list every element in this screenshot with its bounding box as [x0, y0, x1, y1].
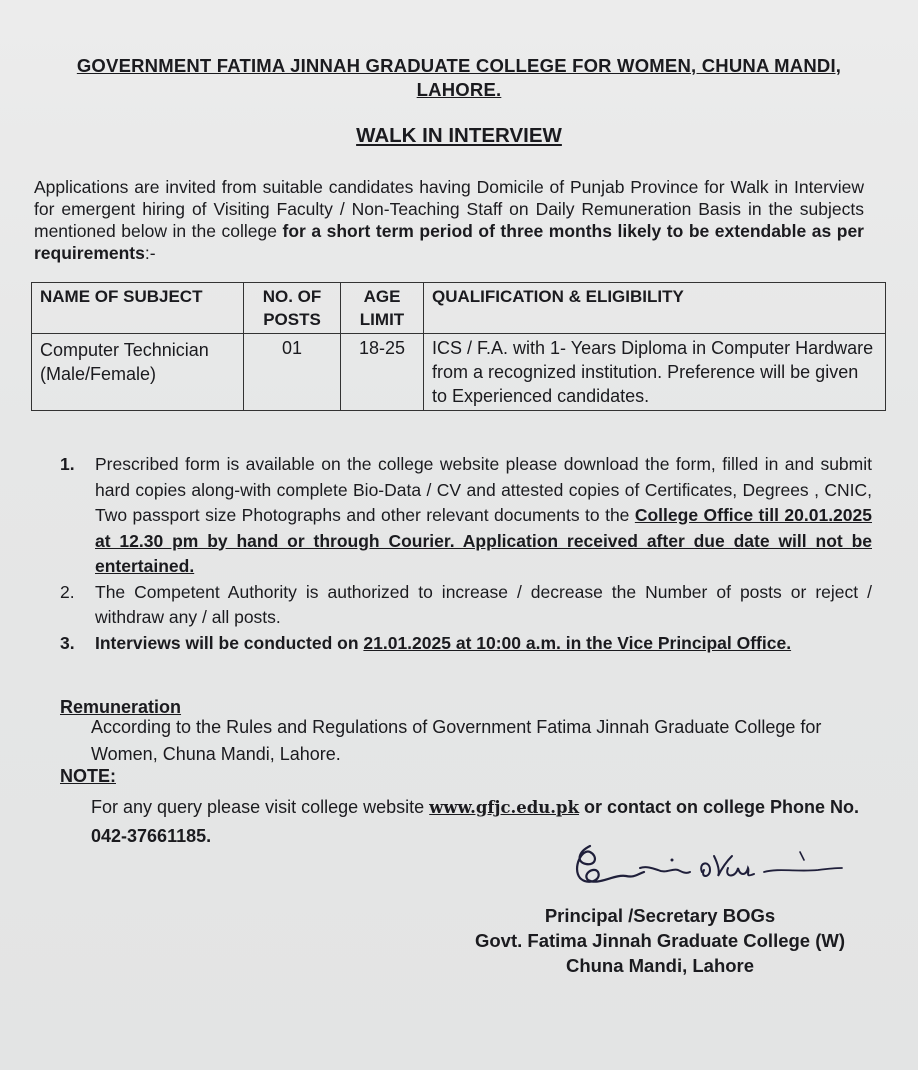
website-link[interactable]: www.gfjc.edu.pk [429, 798, 580, 817]
phone-number: 042-37661185. [91, 826, 212, 846]
signatory-college: Govt. Fatima Jinnah Graduate College (W) [474, 930, 846, 951]
header-qualification: QUALIFICATION & ELIGIBILITY [424, 283, 886, 334]
list-item [60, 452, 872, 580]
item-text: Prescribed form is available on the college website please download the form, filled in and submit hard copies along-with complete Bio-Data / CV and attested copies of Certificates, Degrees , CNIC, Two passport size Photographs and other relevant documents to the [95, 454, 872, 525]
item-number: 3. [60, 632, 75, 653]
signatory-title: Principal /Secretary BOGs [544, 905, 776, 926]
header-posts: NO. OF POSTS [244, 283, 341, 334]
college-heading: GOVERNMENT FATIMA JINNAH GRADUATE COLLEGE FOR WOMEN, CHUNA MANDI, LAHORE. [76, 55, 842, 100]
header-subject: NAME OF SUBJECT [32, 283, 244, 334]
signatory-block [430, 903, 890, 978]
table-row [32, 334, 886, 411]
intro-text: Applications are invited from suitable candidates having Domicile of Punjab Province for Walk in Interview for emergent hiring of Visiting Faculty / Non-Teaching Staff on Daily Remuneration Basis in the subjects mentioned below in the college [34, 177, 864, 241]
note-text-middle: or contact on college Phone No. [579, 797, 860, 817]
item-number: 1. [60, 454, 75, 474]
header-age: AGE LIMIT [341, 283, 424, 334]
intro-bold-text: for a short term period of three months likely to be extendable as per requirements [34, 221, 864, 263]
intro-end: :- [144, 243, 156, 263]
notice-title: WALK IN INTERVIEW [356, 124, 562, 147]
item-emphasis: 21.01.2025 at 10:00 a.m. in the Vice Principal Office. [363, 632, 792, 653]
signatory-location: Chuna Mandi, Lahore [565, 955, 755, 976]
cell-age: 18-25 [341, 334, 424, 411]
item-number: 2. [60, 581, 75, 602]
list-item [60, 580, 872, 631]
item-emphasis: College Office till 20.01.2025 at 12.30 pm by hand or through Courier. Application received after due date will not be entertained. [95, 505, 872, 576]
list-item [60, 631, 872, 657]
item-text: The Competent Authority is authorized to increase / decrease the Number of posts or reject / withdraw any / all posts. [95, 581, 872, 627]
note-text-before: For any query please visit college website [91, 797, 430, 817]
intro-paragraph [34, 176, 864, 264]
remuneration-heading: Remuneration [60, 697, 182, 717]
item-text: Interviews will be conducted on [95, 632, 364, 653]
remuneration-text: According to the Rules and Regulations of Government Fatima Jinnah Graduate College for Women, Chuna Mandi, Lahore. [91, 717, 822, 764]
cell-qualification: ICS / F.A. with 1- Years Diploma in Computer Hardware from a recognized institution. Preference will be given to Experienced candidates. [424, 334, 886, 411]
vacancy-table [31, 282, 886, 411]
cell-subject: Computer Technician (Male/Female) [32, 334, 244, 411]
note-heading: NOTE: [60, 766, 116, 786]
handwritten-signature [568, 838, 848, 898]
cell-posts: 01 [244, 334, 341, 411]
instructions-list [60, 452, 872, 656]
table-header-row [32, 283, 886, 334]
